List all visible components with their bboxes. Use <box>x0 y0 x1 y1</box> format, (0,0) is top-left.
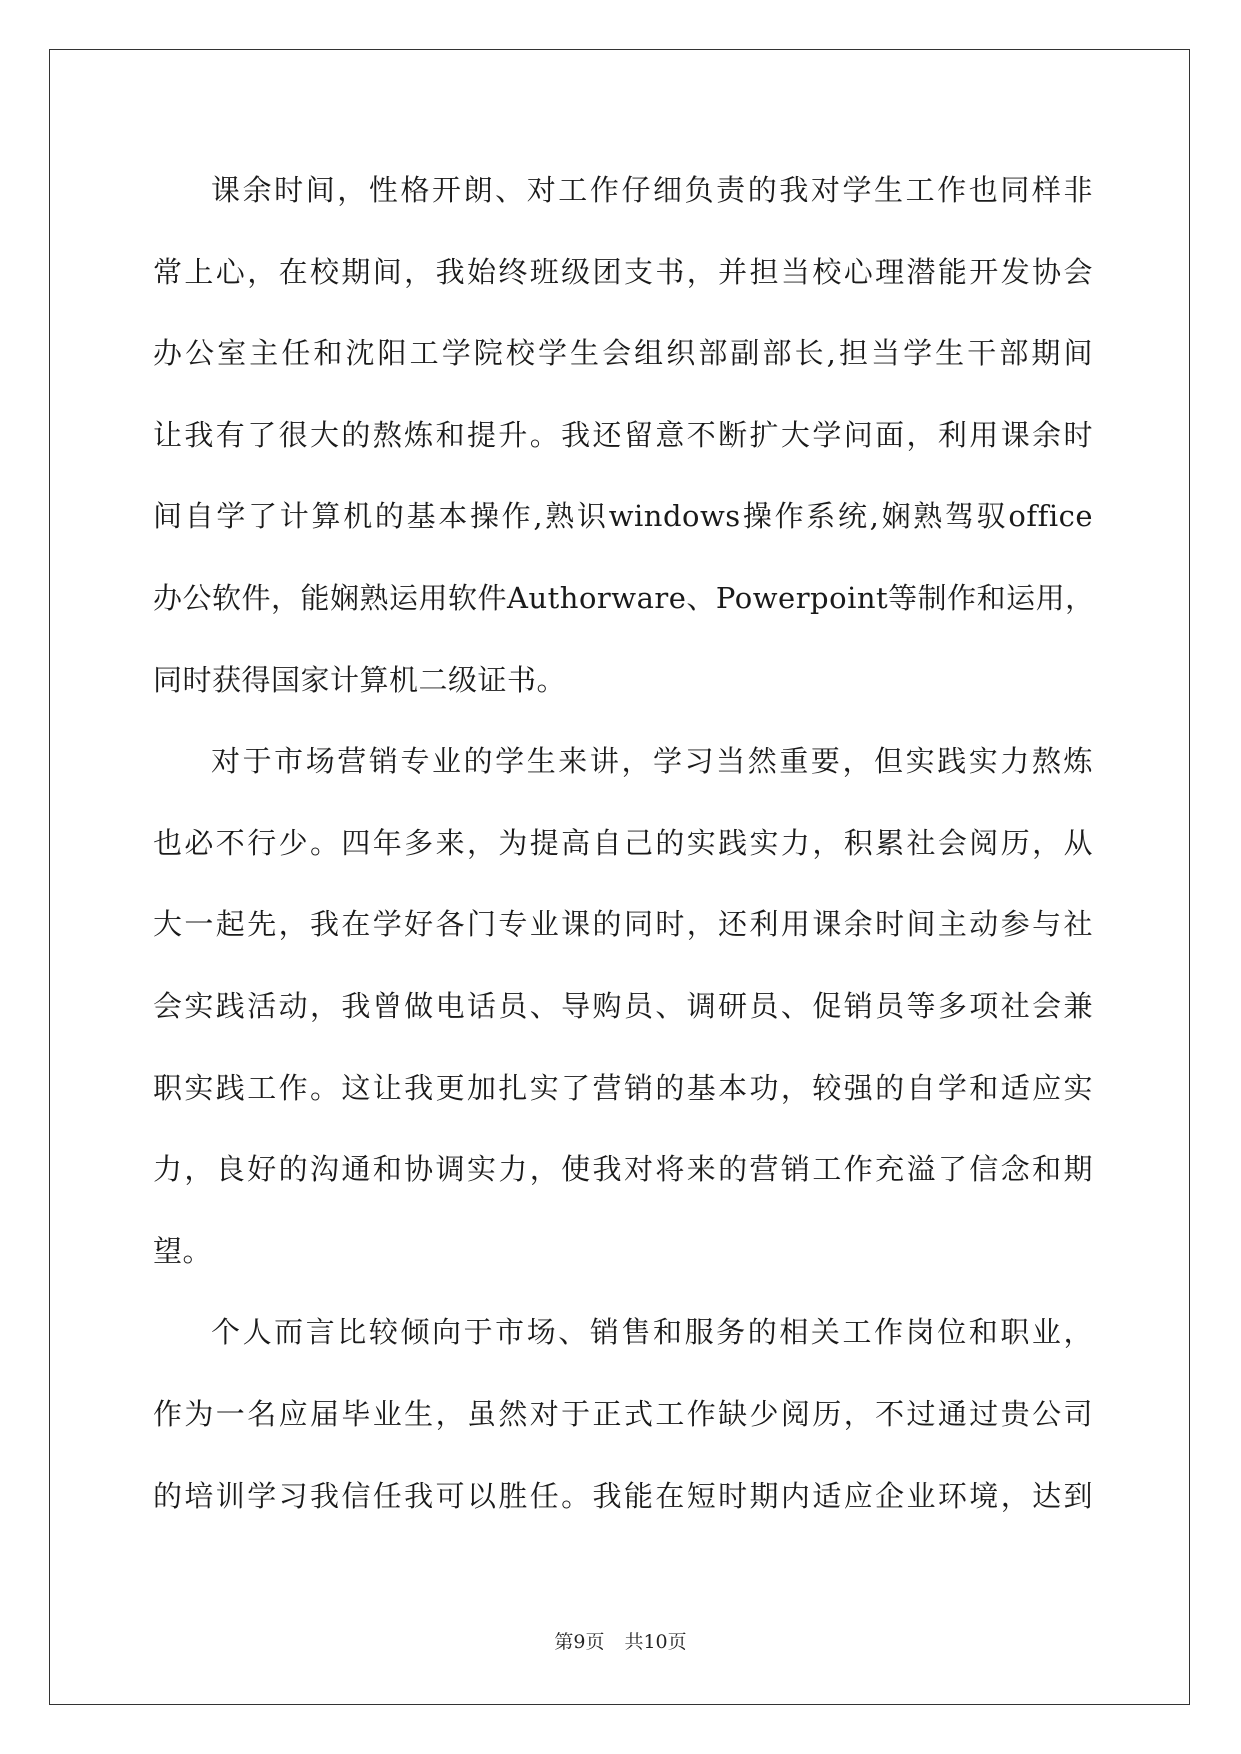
paragraph-1-line-1: 课余时间，性格开朗、对工作仔细负责的我对学生工作也同样非 <box>211 173 1093 207</box>
paragraph-3-line-2: 作为一名应届毕业生，虽然对于正式工作缺少阅历，不过通过贵公司 <box>153 1396 1093 1431</box>
paragraph-2-line-5: 职实践工作。这让我更加扎实了营销的基本功，较强的自学和适应实 <box>153 1070 1093 1105</box>
paragraph-1-line-7: 同时获得国家计算机二级证书。 <box>153 662 567 697</box>
paragraph-2-line-1: 对于市场营销专业的学生来讲，学习当然重要，但实践实力熬炼 <box>211 744 1093 779</box>
paragraph-1-line-3: 办公室主任和沈阳工学院校学生会组织部副部长,担当学生干部期间 <box>153 336 1093 371</box>
paragraph-2-line-7: 望。 <box>153 1233 213 1268</box>
page-number-label: 第9页 <box>554 1631 605 1653</box>
paragraph-2-line-6: 力，良好的沟通和协调实力，使我对将来的营销工作充溢了信念和期 <box>153 1152 1093 1187</box>
page-footer <box>0 1627 1241 1654</box>
document-body <box>153 150 1093 1537</box>
paragraph-1-line-2: 常上心，在校期间，我始终班级团支书，并担当校心理潜能开发协会 <box>153 254 1093 289</box>
paragraph-1-line-6: 办公软件，能娴熟运用软件Authorware、Powerpoint等制作和运用， <box>153 580 1095 615</box>
paragraph-2-line-4: 会实践活动，我曾做电话员、导购员、调研员、促销员等多项社会兼 <box>153 988 1093 1023</box>
paragraph-2-line-3: 大一起先，我在学好各门专业课的同时，还利用课余时间主动参与社 <box>153 907 1093 942</box>
paragraph-1-line-4: 让我有了很大的熬炼和提升。我还留意不断扩大学问面，利用课余时 <box>153 417 1093 452</box>
paragraph-3-line-3: 的培训学习我信任我可以胜任。我能在短时期内适应企业环境，达到 <box>153 1478 1093 1513</box>
paragraph-2-line-2: 也必不行少。四年多来，为提高自己的实践实力，积累社会阅历，从 <box>153 825 1093 860</box>
paragraph-3-line-1: 个人而言比较倾向于市场、销售和服务的相关工作岗位和职业， <box>211 1315 1093 1350</box>
paragraph-1-line-5: 间自学了计算机的基本操作,熟识windows操作系统,娴熟驾驭office <box>153 499 1093 534</box>
page-total-label: 共10页 <box>624 1631 687 1653</box>
